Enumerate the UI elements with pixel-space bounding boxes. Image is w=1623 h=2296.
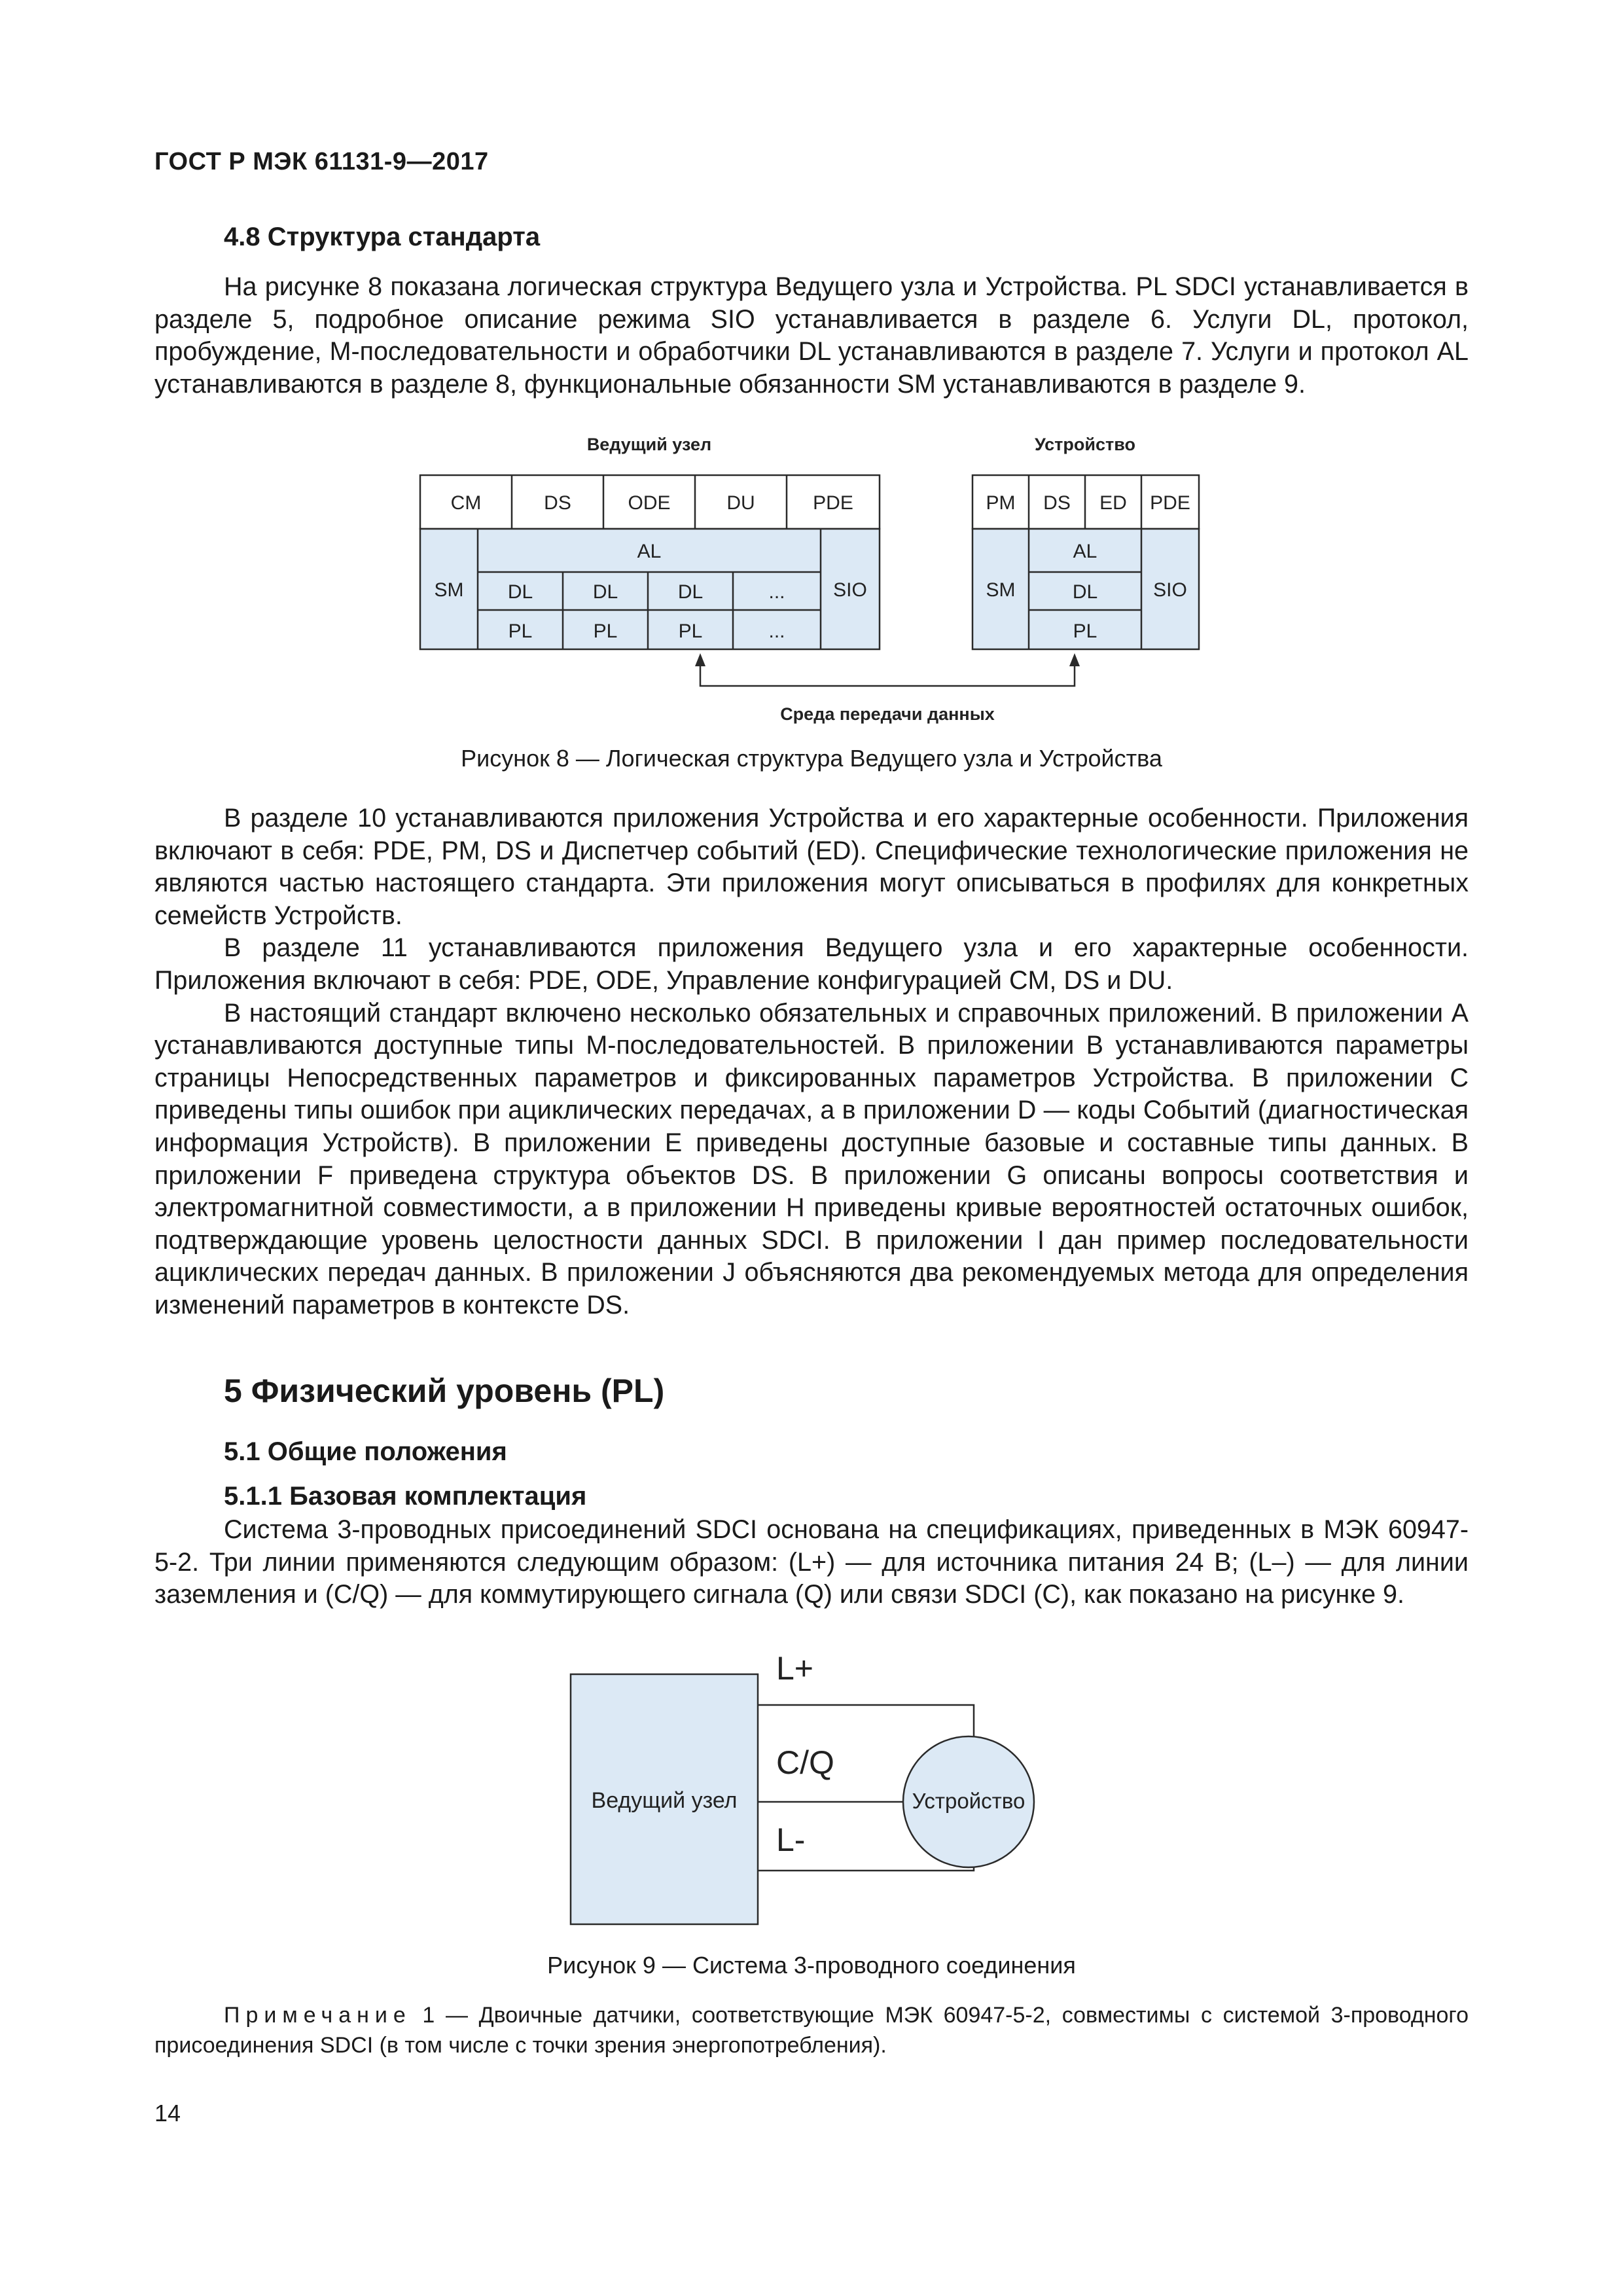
master-title: Ведущий узел <box>586 435 712 454</box>
section-4-8-title: 4.8 Структура стандарта <box>224 223 541 251</box>
master-label: Ведущий узел <box>591 1788 738 1813</box>
master-dl-cell: ... <box>768 581 785 603</box>
figure-9-diagram <box>563 1636 1060 1931</box>
master-pl-cell: PL <box>508 620 533 642</box>
paragraph: В разделе 10 устанавливаются приложения Устройства и его характерные особенности. Приложения включают в себя: PDE, PM, DS и Диспетчер событий (ED). Специфические технологические приложения не являются частью настоящего стандарта. Эти приложения могут описываться в профилях для конкретных семейств Устройств. <box>154 804 1469 930</box>
section-4-8-body <box>154 271 1469 401</box>
figure-8-diagram <box>419 432 1204 733</box>
device-pl-cell: PL <box>1073 620 1097 642</box>
line-lplus-label: L+ <box>776 1650 814 1687</box>
master-sm-cell: SM <box>434 579 464 601</box>
device-title: Устройство <box>1035 435 1135 454</box>
medium-connector <box>700 661 1075 686</box>
paragraph: Система 3-проводных присоединений SDCI основана на спецификациях, приведенных в МЭК 60947-5-2. Три линии применяются следующим образом: (L+) — для источника питания 24 В; (L–) — для линии заземления и (С/Q) — для коммутирующего сигнала (Q) или связи SDCI (С), как показано на рисунке 9. <box>154 1515 1469 1609</box>
wire-lminus <box>758 1863 974 1871</box>
device-top-cell: DS <box>1043 492 1071 514</box>
master-pl-cell: ... <box>768 620 785 642</box>
master-dl-cell: DL <box>507 581 533 603</box>
master-dl-cell: DL <box>592 581 618 603</box>
master-pl-cell: PL <box>678 620 703 642</box>
section-5-title: 5 Физический уровень (PL) <box>224 1372 665 1409</box>
master-dl-cell: DL <box>677 581 704 603</box>
section-5-body <box>154 1514 1469 1611</box>
page-number: 14 <box>154 2100 181 2126</box>
body-after-figure-8 <box>154 802 1469 1322</box>
device-top-cell: PDE <box>1150 492 1190 514</box>
master-sio-cell: SIO <box>833 579 867 601</box>
paragraph: На рисунке 8 показана логическая структура Ведущего узла и Устройства. PL SDCI устанавливается в разделе 5, подробное описание режима SIO устанавливается в разделе 6. Услуги DL, протокол, пробуждение, M-последовательности и обработчики DL устанавливаются в разделе 7. Услуги и протокол AL устанавливаются в разделе 8, функциональные обязанности SM устанавливаются в разделе 9. <box>154 272 1469 399</box>
figure-8-caption: Рисунок 8 — Логическая структура Ведущего узла и Устройства <box>461 745 1162 772</box>
wire-lplus <box>758 1705 974 1741</box>
master-al-cell: AL <box>637 541 662 562</box>
device-label: Устройство <box>912 1789 1026 1813</box>
device-top-cell: PM <box>986 492 1016 514</box>
device-sio-cell: SIO <box>1153 579 1187 601</box>
device-dl-cell: DL <box>1072 581 1098 603</box>
line-lminus-label: L- <box>776 1821 806 1858</box>
master-top-cell: ODE <box>628 492 671 514</box>
master-pl-cell: PL <box>593 620 618 642</box>
device-top-cell: ED <box>1099 492 1127 514</box>
section-5-1-1-title: 5.1.1 Базовая комплектация <box>224 1482 587 1511</box>
line-cq-label: C/Q <box>776 1744 834 1781</box>
arrow-up-icon <box>695 653 705 666</box>
device-sm-cell: SM <box>986 579 1016 601</box>
medium-label: Среда передачи данных <box>780 704 995 724</box>
master-top-cell: PDE <box>813 492 853 514</box>
master-top-cell: DS <box>544 492 571 514</box>
note-text: 1 — Двоичные датчики, соответствующие МЭК 60947-5-2, совместимы с системой 3-проводного присоединения SDCI (в том числе с точки зрения энергопотребления). <box>154 2003 1469 2058</box>
master-top-cell: CM <box>450 492 482 514</box>
arrow-up-icon <box>1069 653 1080 666</box>
section-5-1-title: 5.1 Общие положения <box>224 1437 507 1466</box>
note <box>154 2000 1469 2060</box>
device-al-cell: AL <box>1073 541 1097 562</box>
paragraph: В настоящий стандарт включено несколько обязательных и справочных приложений. В приложении А устанавливаются доступные типы M-последовательностей. В приложении В устанавливаются параметры страницы Непосредственных параметров и фиксированных параметров Устройства. В приложении С приведены типы ошибок при ациклических передачах, а в приложении D — коды Событий (диагностическая информация Устройств). В приложении Е приведены доступные базовые и составные типы данных. В приложении F приведена структура объектов DS. В приложении G описаны вопросы соответствия и электромагнитной совместимости, а в приложении Н приведены кривые вероятностей остаточных ошибок, подтверждающие уровень целостности данных SDCI. В приложении I дан пример последовательности ациклических передач данных. В приложении J объясняются два рекомендуемых метода для определения изменений параметров в контексте DS. <box>154 998 1469 1319</box>
paragraph: В разделе 11 устанавливаются приложения Ведущего узла и его характерные особенности. Приложения включают в себя: PDE, ODE, Управление конфигурацией CM, DS и DU. <box>154 933 1469 995</box>
master-top-cell: DU <box>726 492 755 514</box>
note-label: Примечание <box>224 2003 412 2028</box>
figure-9-caption: Рисунок 9 — Система 3-проводного соединения <box>547 1952 1076 1979</box>
document-header: ГОСТ Р МЭК 61131-9—2017 <box>154 148 489 175</box>
